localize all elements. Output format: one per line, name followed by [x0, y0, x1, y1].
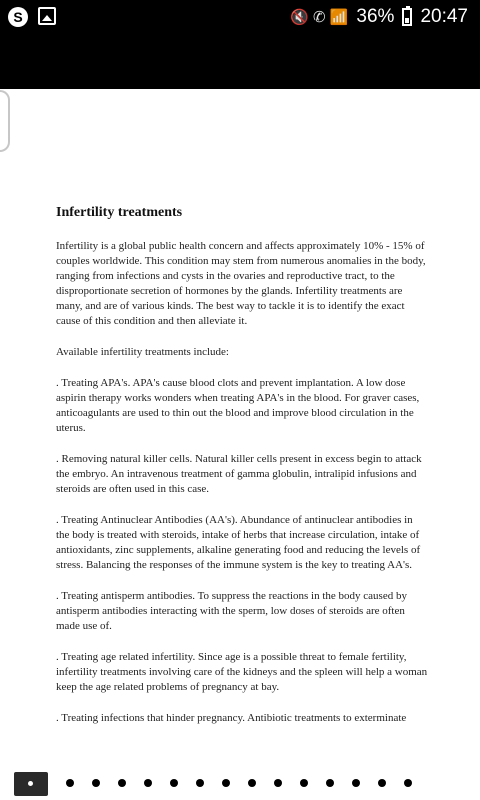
gallery-icon — [38, 7, 56, 25]
signal-icons: 🔇 ✆ 📶 — [290, 9, 349, 26]
current-page-thumbnail[interactable] — [14, 772, 48, 796]
paragraph: . Treating APA's. APA's cause blood clots and prevent implantation. A low dose aspirin therapy works wonders when treating APA's in the blood. For graver cases, anticoagulants are used to thin out the blood and improve blood circulation in the uterus. — [56, 377, 420, 434]
page-dot[interactable] — [404, 779, 412, 787]
paragraph: . Treating infections that hinder pregnancy. Antibiotic treatments to exterminate — [56, 712, 407, 724]
document-page — [56, 205, 428, 742]
document-title: Infertility treatments — [56, 205, 183, 220]
side-drawer-handle[interactable] — [0, 90, 10, 152]
clock: 20:47 — [420, 6, 468, 27]
paragraph: . Treating antisperm antibodies. To suppress the reactions in the body caused by antisperm antibodies interacting with the sperm, low doses of steroids are often made use of. — [56, 590, 407, 632]
page-dot[interactable] — [118, 779, 126, 787]
status-left — [8, 7, 56, 27]
page-dot[interactable] — [92, 779, 100, 787]
battery-percent: 36% — [356, 6, 395, 27]
status-right — [290, 6, 468, 28]
page-dots — [66, 779, 412, 787]
app-toolbar — [0, 34, 480, 89]
paragraph: . Treating Antinuclear Antibodies (AA's). Abundance of antinuclear antibodies in the body is treated with steroids, intake of herbs that increase circulation, intake of antioxidants, zinc supplements, alkaline generating food and reducing the levels of stress. Balancing the responses of the immune system is the key to treating AA's. — [56, 514, 421, 571]
page-dot[interactable] — [196, 779, 204, 787]
page-dot[interactable] — [300, 779, 308, 787]
page-dot[interactable] — [66, 779, 74, 787]
status-bar — [0, 0, 480, 34]
page-dot[interactable] — [170, 779, 178, 787]
skype-icon: S — [8, 7, 28, 27]
page-dot[interactable] — [222, 779, 230, 787]
page-dot[interactable] — [274, 779, 282, 787]
page-dot[interactable] — [378, 779, 386, 787]
page-dot[interactable] — [352, 779, 360, 787]
paragraph: . Treating age related infertility. Since age is a possible threat to female fertility, infertility treatments involving care of the kidneys and the spleen will help a woman keep the age related problems of pregnancy at bay. — [56, 651, 428, 693]
page-navigator — [0, 764, 480, 800]
page-dot[interactable] — [326, 779, 334, 787]
page-dot[interactable] — [144, 779, 152, 787]
page-dot[interactable] — [248, 779, 256, 787]
paragraph: . Removing natural killer cells. Natural killer cells present in excess begin to attack the embryo. An intravenous treatment of gamma globulin, intralipid infusions and steroids are often used in this case. — [56, 453, 422, 495]
battery-icon — [402, 8, 412, 26]
paragraph: Available infertility treatments include: — [56, 346, 229, 358]
paragraph: Infertility is a global public health concern and affects approximately 10% - 15% of couples worldwide. This condition may stem from numerous anomalies in the body, ranging from infections and cysts in the ovaries and reproductive tract, to the disproportionate secretion of hormones by the glands. Infertility treatments are many, and are of various kinds. The best way to tackle it is to identify the exact cause of this condition and then alleviate it. — [56, 240, 426, 327]
